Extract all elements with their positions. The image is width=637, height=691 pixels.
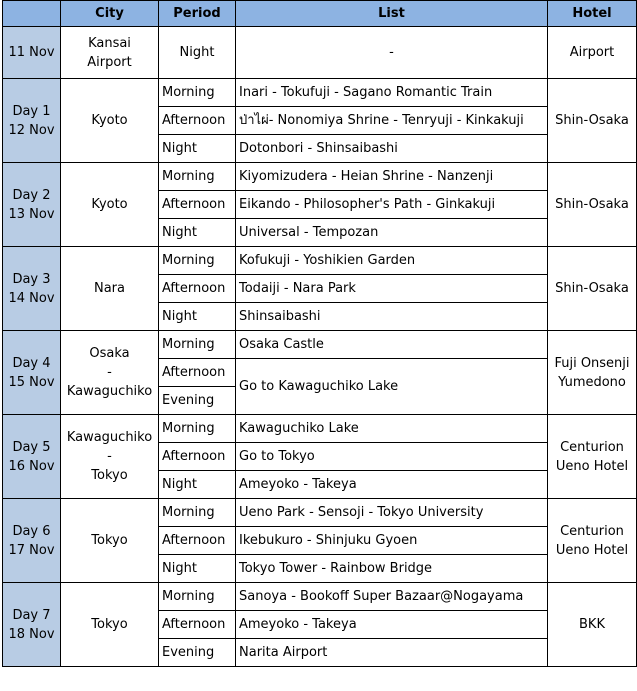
arrival-period-cell: Night <box>159 27 236 79</box>
table-row <box>3 247 637 275</box>
header-hotel: Hotel <box>548 1 637 27</box>
city-cell <box>61 583 159 667</box>
city-cell <box>61 499 159 583</box>
city-line: Kyoto <box>91 113 128 128</box>
list-cell: Ameyoko - Takeya <box>236 611 548 639</box>
arrival-list-cell: - <box>236 27 548 79</box>
table-row <box>3 499 637 527</box>
period-cell: Morning <box>159 499 236 527</box>
list-cell: Sanoya - Bookoff Super Bazaar@Nogayama <box>236 583 548 611</box>
hotel-cell <box>548 415 637 499</box>
day-cell <box>3 163 61 247</box>
header-period: Period <box>159 1 236 27</box>
day-label-line: Day 2 <box>12 187 51 203</box>
city-line: Tokyo <box>91 533 128 548</box>
list-cell: Narita Airport <box>236 639 548 667</box>
hotel-cell <box>548 583 637 667</box>
list-cell: Todaiji - Nara Park <box>236 275 548 303</box>
city-cell <box>61 415 159 499</box>
day-label-line: Day 3 <box>12 271 51 287</box>
day-label-line: 15 Nov <box>8 374 55 390</box>
header-row <box>3 1 637 27</box>
period-cell: Evening <box>159 639 236 667</box>
list-cell: Osaka Castle <box>236 331 548 359</box>
hotel-line: Centurion <box>560 523 624 539</box>
day-label-line: 13 Nov <box>8 206 55 222</box>
city-cell <box>61 163 159 247</box>
period-cell: Night <box>159 555 236 583</box>
list-cell: ป่าไผ่- Nonomiya Shrine - Tenryuji - Kinkakuji <box>236 107 548 135</box>
city-line: Kawaguchiko <box>66 430 153 445</box>
day-label-line: 17 Nov <box>8 542 55 558</box>
list-cell: Kofukuji - Yoshikien Garden <box>236 247 548 275</box>
hotel-cell <box>548 163 637 247</box>
list-cell: Kawaguchiko Lake <box>236 415 548 443</box>
city-line: Tokyo <box>91 468 128 483</box>
day-cell <box>3 331 61 415</box>
hotel-line: Yumedono <box>558 374 626 390</box>
arrival-city-cell <box>61 27 159 79</box>
day-cell <box>3 247 61 331</box>
city-line: Nara <box>93 281 125 296</box>
list-cell: Go to Kawaguchiko Lake <box>236 359 548 415</box>
day-label-line: 16 Nov <box>8 458 55 474</box>
day-label-line: Day 4 <box>12 355 51 371</box>
city-line: Osaka <box>89 346 130 361</box>
day-label-line: 14 Nov <box>8 290 55 306</box>
period-cell: Afternoon <box>159 275 236 303</box>
hotel-line: Shin-Osaka <box>555 113 629 128</box>
city-cell <box>61 247 159 331</box>
period-cell: Afternoon <box>159 107 236 135</box>
day-cell <box>3 79 61 163</box>
hotel-line: Shin-Osaka <box>555 197 629 212</box>
list-cell: Kiyomizudera - Heian Shrine - Nanzenji <box>236 163 548 191</box>
hotel-line: Centurion <box>560 439 624 455</box>
hotel-line: Ueno Hotel <box>555 542 629 558</box>
header-list: List <box>236 1 548 27</box>
day-label-line: 18 Nov <box>8 626 55 642</box>
period-cell: Afternoon <box>159 527 236 555</box>
period-cell: Morning <box>159 79 236 107</box>
table-row <box>3 415 637 443</box>
list-cell: Ikebukuro - Shinjuku Gyoen <box>236 527 548 555</box>
hotel-cell <box>548 79 637 163</box>
period-cell: Morning <box>159 331 236 359</box>
arrival-city-line: Airport <box>87 54 132 70</box>
arrival-day-cell: 11 Nov <box>3 27 61 79</box>
day-label-line: Day 5 <box>12 439 51 455</box>
list-cell: Ameyoko - Takeya <box>236 471 548 499</box>
hotel-cell <box>548 331 637 415</box>
header-day <box>3 1 61 27</box>
city-line: - <box>107 365 112 380</box>
itinerary-table <box>2 0 637 667</box>
city-cell <box>61 331 159 415</box>
day-cell <box>3 499 61 583</box>
list-cell: Tokyo Tower - Rainbow Bridge <box>236 555 548 583</box>
day-label-line: 12 Nov <box>8 122 55 138</box>
list-cell: Inari - Tokufuji - Sagano Romantic Train <box>236 79 548 107</box>
city-line: Kawaguchiko <box>66 384 153 399</box>
period-cell: Night <box>159 135 236 163</box>
hotel-line: Fuji Onsenji <box>554 355 630 371</box>
hotel-line: Shin-Osaka <box>555 281 629 296</box>
period-cell: Night <box>159 303 236 331</box>
list-cell: Ueno Park - Sensoji - Tokyo University <box>236 499 548 527</box>
period-cell: Night <box>159 471 236 499</box>
period-cell: Afternoon <box>159 443 236 471</box>
city-line: - <box>107 449 112 464</box>
hotel-cell <box>548 499 637 583</box>
day-label-line: Day 6 <box>12 523 51 539</box>
day-label-line: Day 7 <box>12 607 51 623</box>
arrival-city-line: Kansai <box>88 35 131 51</box>
hotel-line: BKK <box>579 617 605 632</box>
arrival-row <box>3 27 637 79</box>
list-cell: Shinsaibashi <box>236 303 548 331</box>
period-cell: Evening <box>159 387 236 415</box>
table-row <box>3 79 637 107</box>
city-line: Kyoto <box>91 197 128 212</box>
period-cell: Afternoon <box>159 191 236 219</box>
period-cell: Afternoon <box>159 611 236 639</box>
list-cell: Go to Tokyo <box>236 443 548 471</box>
period-cell: Morning <box>159 247 236 275</box>
period-cell: Morning <box>159 583 236 611</box>
list-cell: Universal - Tempozan <box>236 219 548 247</box>
hotel-cell <box>548 247 637 331</box>
period-cell: Morning <box>159 415 236 443</box>
list-cell: Dotonbori - Shinsaibashi <box>236 135 548 163</box>
hotel-line: Ueno Hotel <box>555 458 629 474</box>
list-cell: Eikando - Philosopher's Path - Ginkakuji <box>236 191 548 219</box>
period-cell: Morning <box>159 163 236 191</box>
period-cell: Afternoon <box>159 359 236 387</box>
arrival-hotel-cell: Airport <box>548 27 637 79</box>
header-city: City <box>61 1 159 27</box>
table-row <box>3 163 637 191</box>
city-line: Tokyo <box>91 617 128 632</box>
table-row <box>3 583 637 611</box>
day-label-line: Day 1 <box>12 103 51 119</box>
table-row <box>3 331 637 359</box>
day-cell <box>3 415 61 499</box>
day-cell <box>3 583 61 667</box>
city-cell <box>61 79 159 163</box>
period-cell: Night <box>159 219 236 247</box>
